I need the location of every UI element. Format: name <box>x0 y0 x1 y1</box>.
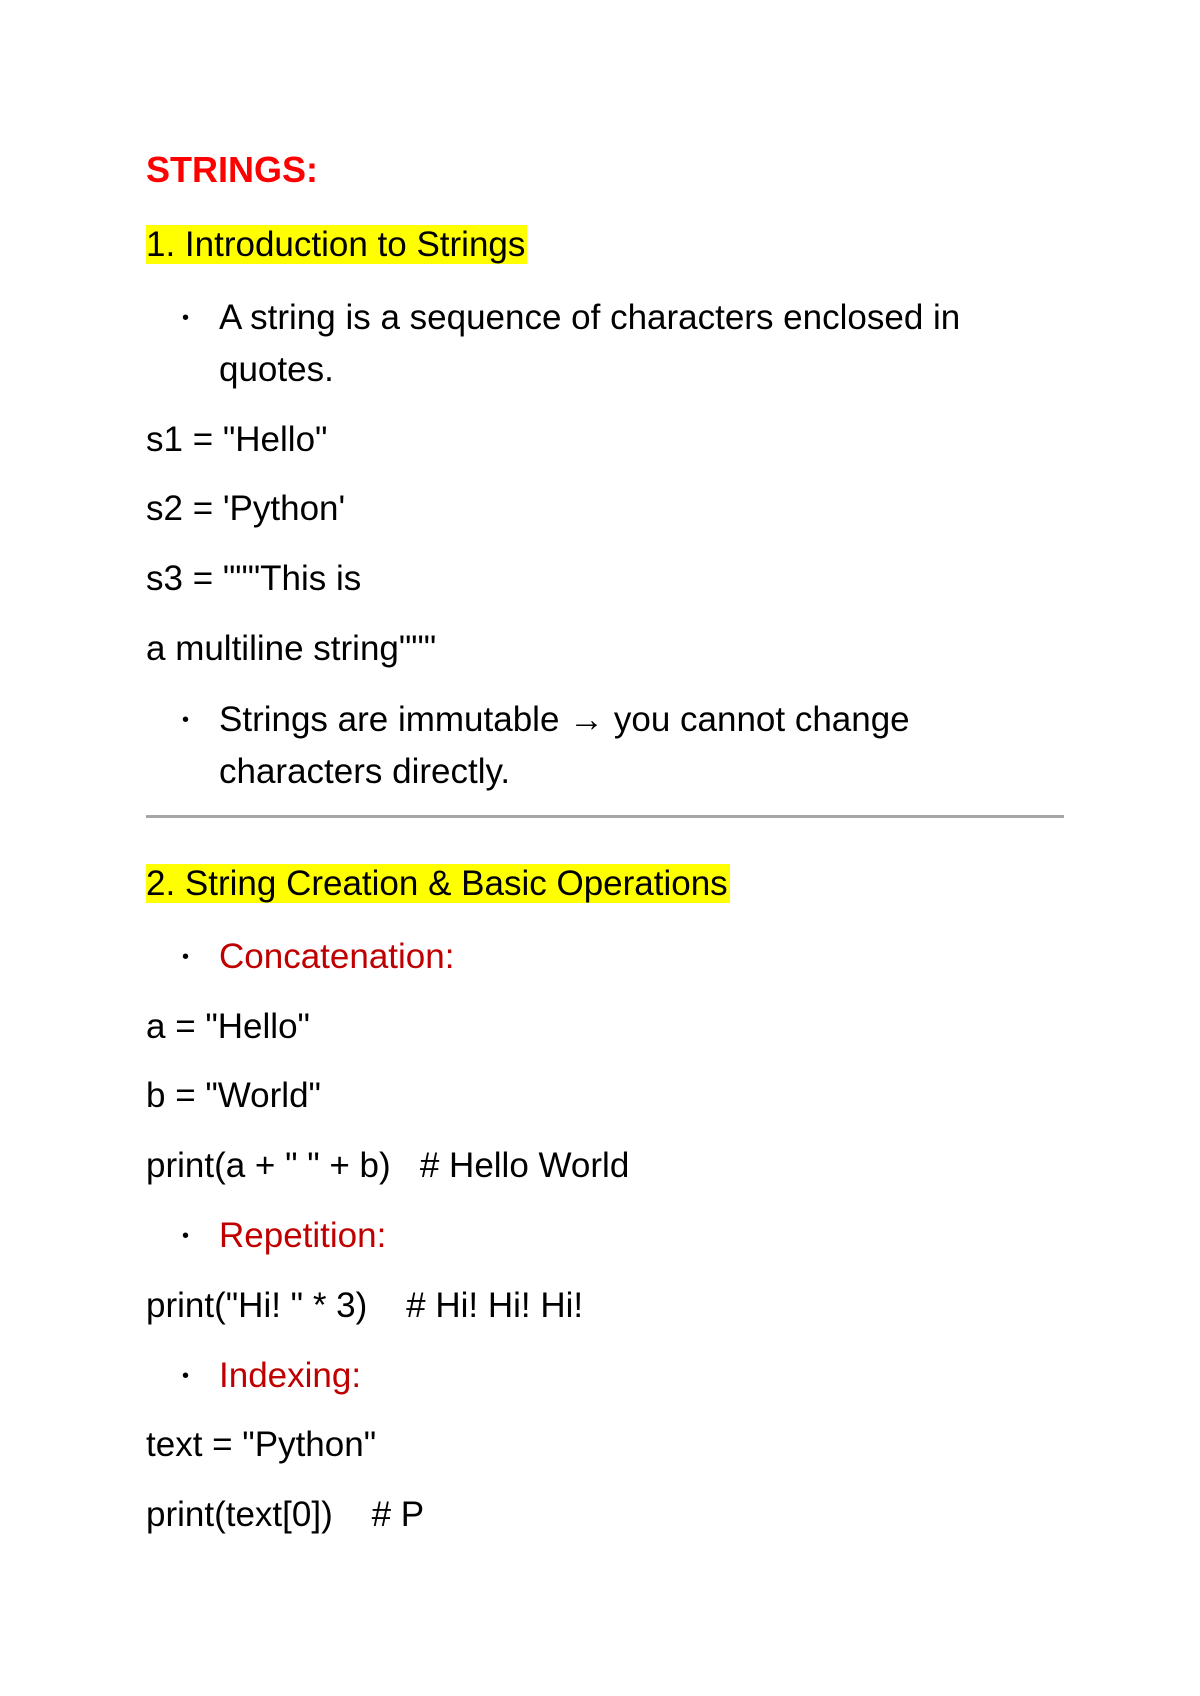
horizontal-rule <box>146 815 1064 818</box>
code-line: s1 = "Hello" <box>146 420 328 459</box>
bullet-text: Strings are immutable → you cannot change characters directly. <box>219 700 910 791</box>
code-line: s2 = 'Python' <box>146 489 346 528</box>
code-line: b = "World" <box>146 1076 321 1115</box>
code-line: text = "Python" <box>146 1425 377 1464</box>
section-2-heading-text: 2. String Creation & Basic Operations <box>146 864 728 903</box>
section-1-heading-text: 1. Introduction to Strings <box>146 225 526 264</box>
code-line: a multiline string""" <box>146 629 437 668</box>
bullet-label: Repetition: <box>219 1216 387 1255</box>
section-2-heading <box>146 861 730 907</box>
section-1-bullet-1 <box>146 292 1006 396</box>
bullet-dot-icon: • <box>182 709 190 731</box>
code-line: print(a + " " + b) # Hello World <box>146 1146 630 1185</box>
code-line: print("Hi! " * 3) # Hi! Hi! Hi! <box>146 1286 584 1325</box>
indexing-bullet <box>146 1350 1006 1402</box>
code-line: a = "Hello" <box>146 1007 310 1046</box>
code-line: s3 = """This is <box>146 559 362 598</box>
concatenation-bullet <box>146 931 1006 983</box>
repetition-bullet <box>146 1210 1006 1262</box>
bullet-dot-icon: • <box>182 946 190 968</box>
bullet-dot-icon: • <box>182 307 190 329</box>
section-1-heading <box>146 222 527 268</box>
bullet-dot-icon: • <box>182 1365 190 1387</box>
bullet-text: A string is a sequence of characters enclosed in quotes. <box>219 298 961 389</box>
bullet-label: Concatenation: <box>219 937 455 976</box>
section-1-bullet-2 <box>146 694 1006 798</box>
code-line: print(text[0]) # P <box>146 1495 425 1534</box>
document-title: STRINGS: <box>146 149 319 190</box>
bullet-label: Indexing: <box>219 1356 362 1395</box>
bullet-dot-icon: • <box>182 1225 190 1247</box>
